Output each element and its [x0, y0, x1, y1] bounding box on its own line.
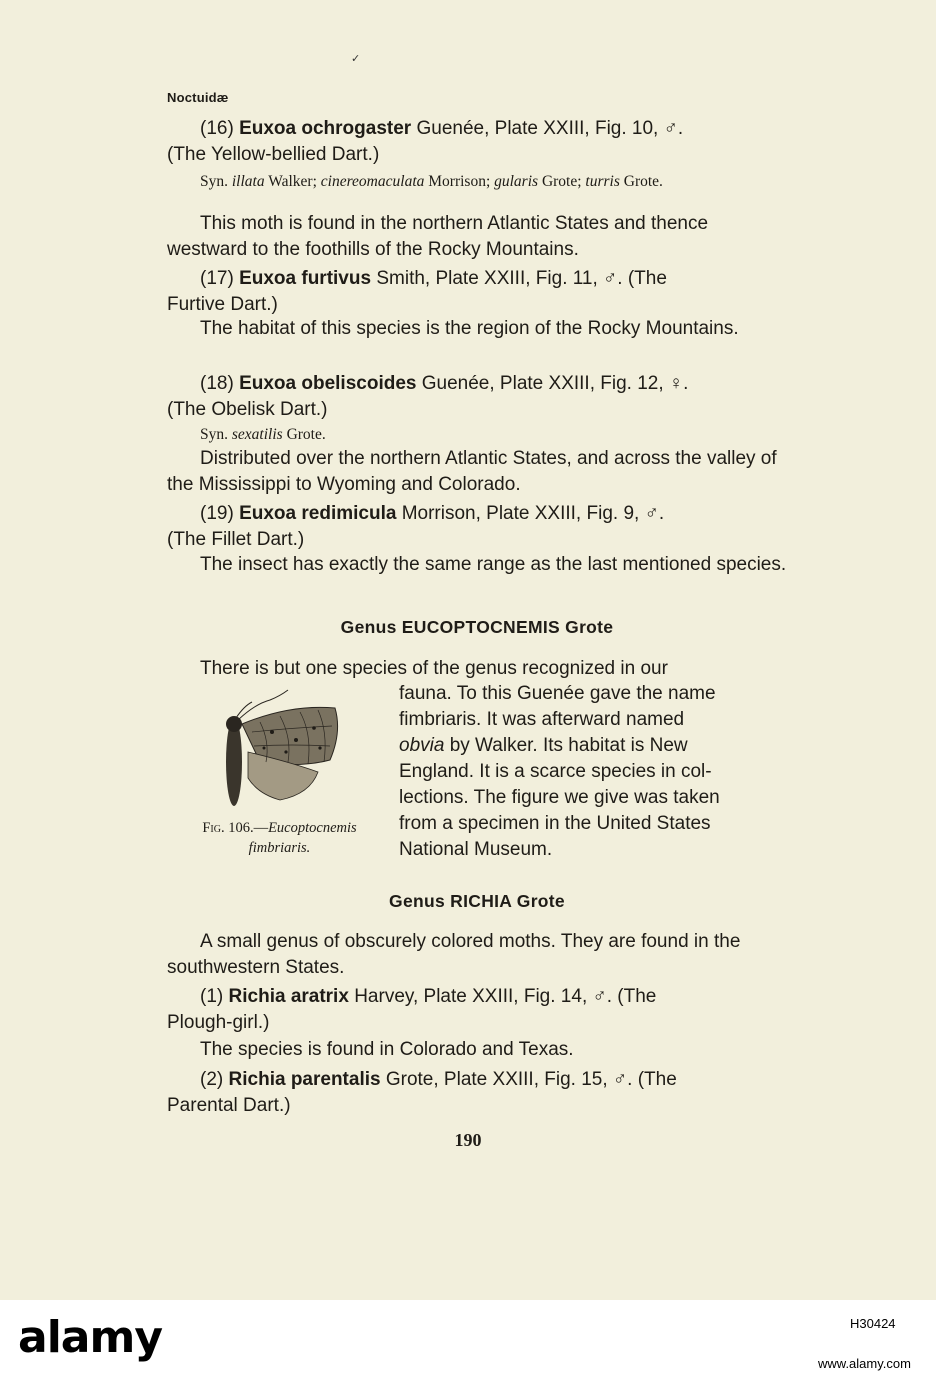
entry-16-description: This moth is found in the northern Atlantic States and thence westward to the foothills of the Rocky Mountains.: [167, 213, 709, 260]
entry-18-synonyms: Syn. sexatilis Grote.: [200, 426, 326, 443]
richia-entry-1-heading: (1) Richia aratrix Harvey, Plate XXIII, Fig. 14, ♂. (The: [200, 986, 657, 1007]
genus-heading-eucoptocnemis: Genus EUCOPTOCNEMIS Grote: [340, 617, 614, 637]
richia-entry-1-common-name: Plough-girl.): [167, 1012, 270, 1033]
figure-caption: Fig. 106.—Eucoptocnemis fimbriaris.: [202, 820, 357, 856]
genus-eucoptocnemis-line-1: There is but one species of the genus recognized in our: [200, 658, 668, 679]
genus-eucoptocnemis-line-3: fimbriaris. It was afterward named: [399, 709, 685, 730]
entry-18-common-name: (The Obelisk Dart.): [167, 399, 328, 420]
genus-eucoptocnemis-line-7: from a specimen in the United States: [399, 813, 711, 834]
genus-eucoptocnemis-line-8: National Museum.: [399, 839, 553, 860]
entry-19-description: The insect has exactly the same range as the last mentioned species.: [200, 554, 787, 575]
alamy-logo: alamy: [18, 1312, 162, 1363]
entry-18-heading: (18) Euxoa obeliscoides Guenée, Plate XXIII, Fig. 12, ♀.: [200, 373, 689, 394]
genus-eucoptocnemis-line-6: lections. The figure we give was taken: [399, 787, 720, 808]
richia-entry-2-common-name: Parental Dart.): [167, 1095, 291, 1116]
running-head: Noctuidæ: [167, 90, 229, 105]
page-number: 190: [454, 1130, 482, 1150]
richia-entry-1-description: The species is found in Colorado and Texas.: [200, 1039, 574, 1060]
genus-heading-richia: Genus RICHIA Grote: [389, 891, 565, 911]
entry-16-heading: (16) Euxoa ochrogaster Guenée, Plate XXIII, Fig. 10, ♂.: [200, 118, 684, 139]
moth-head: [226, 716, 242, 732]
entry-19-heading: (19) Euxoa redimicula Morrison, Plate XXIII, Fig. 9, ♂.: [200, 503, 665, 524]
moth-figure: [200, 682, 370, 817]
entry-19-common-name: (The Fillet Dart.): [167, 529, 305, 550]
genus-eucoptocnemis-line-2: fauna. To this Guenée gave the name: [399, 683, 716, 704]
genus-eucoptocnemis-line-5: England. It is a scarce species in col-: [399, 761, 712, 782]
entry-16-common-name: (The Yellow-bellied Dart.): [167, 144, 380, 165]
stray-mark: ✓: [351, 53, 361, 65]
genus-eucoptocnemis-line-4: obvia by Walker. Its habitat is New: [399, 735, 688, 756]
entry-18-description: Distributed over the northern Atlantic States, and across the valley of the Mississippi to Wyoming and Colorado.: [167, 448, 777, 495]
entry-17-common-name: Furtive Dart.): [167, 294, 278, 315]
entry-16-synonyms: Syn. illata Walker; cinereomaculata Morrison; gularis Grote; turris Grote.: [200, 173, 663, 190]
richia-entry-2-heading: (2) Richia parentalis Grote, Plate XXIII, Fig. 15, ♂. (The: [200, 1069, 677, 1090]
moth-illustration: [200, 682, 370, 817]
site-url: www.alamy.com: [818, 1356, 911, 1371]
genus-richia-description: A small genus of obscurely colored moths. They are found in the southwestern States.: [167, 931, 741, 978]
entry-17-description: The habitat of this species is the region of the Rocky Mountains.: [200, 318, 739, 339]
entry-17-heading: (17) Euxoa furtivus Smith, Plate XXIII, Fig. 11, ♂. (The: [200, 268, 667, 289]
image-id: H30424: [850, 1316, 896, 1331]
